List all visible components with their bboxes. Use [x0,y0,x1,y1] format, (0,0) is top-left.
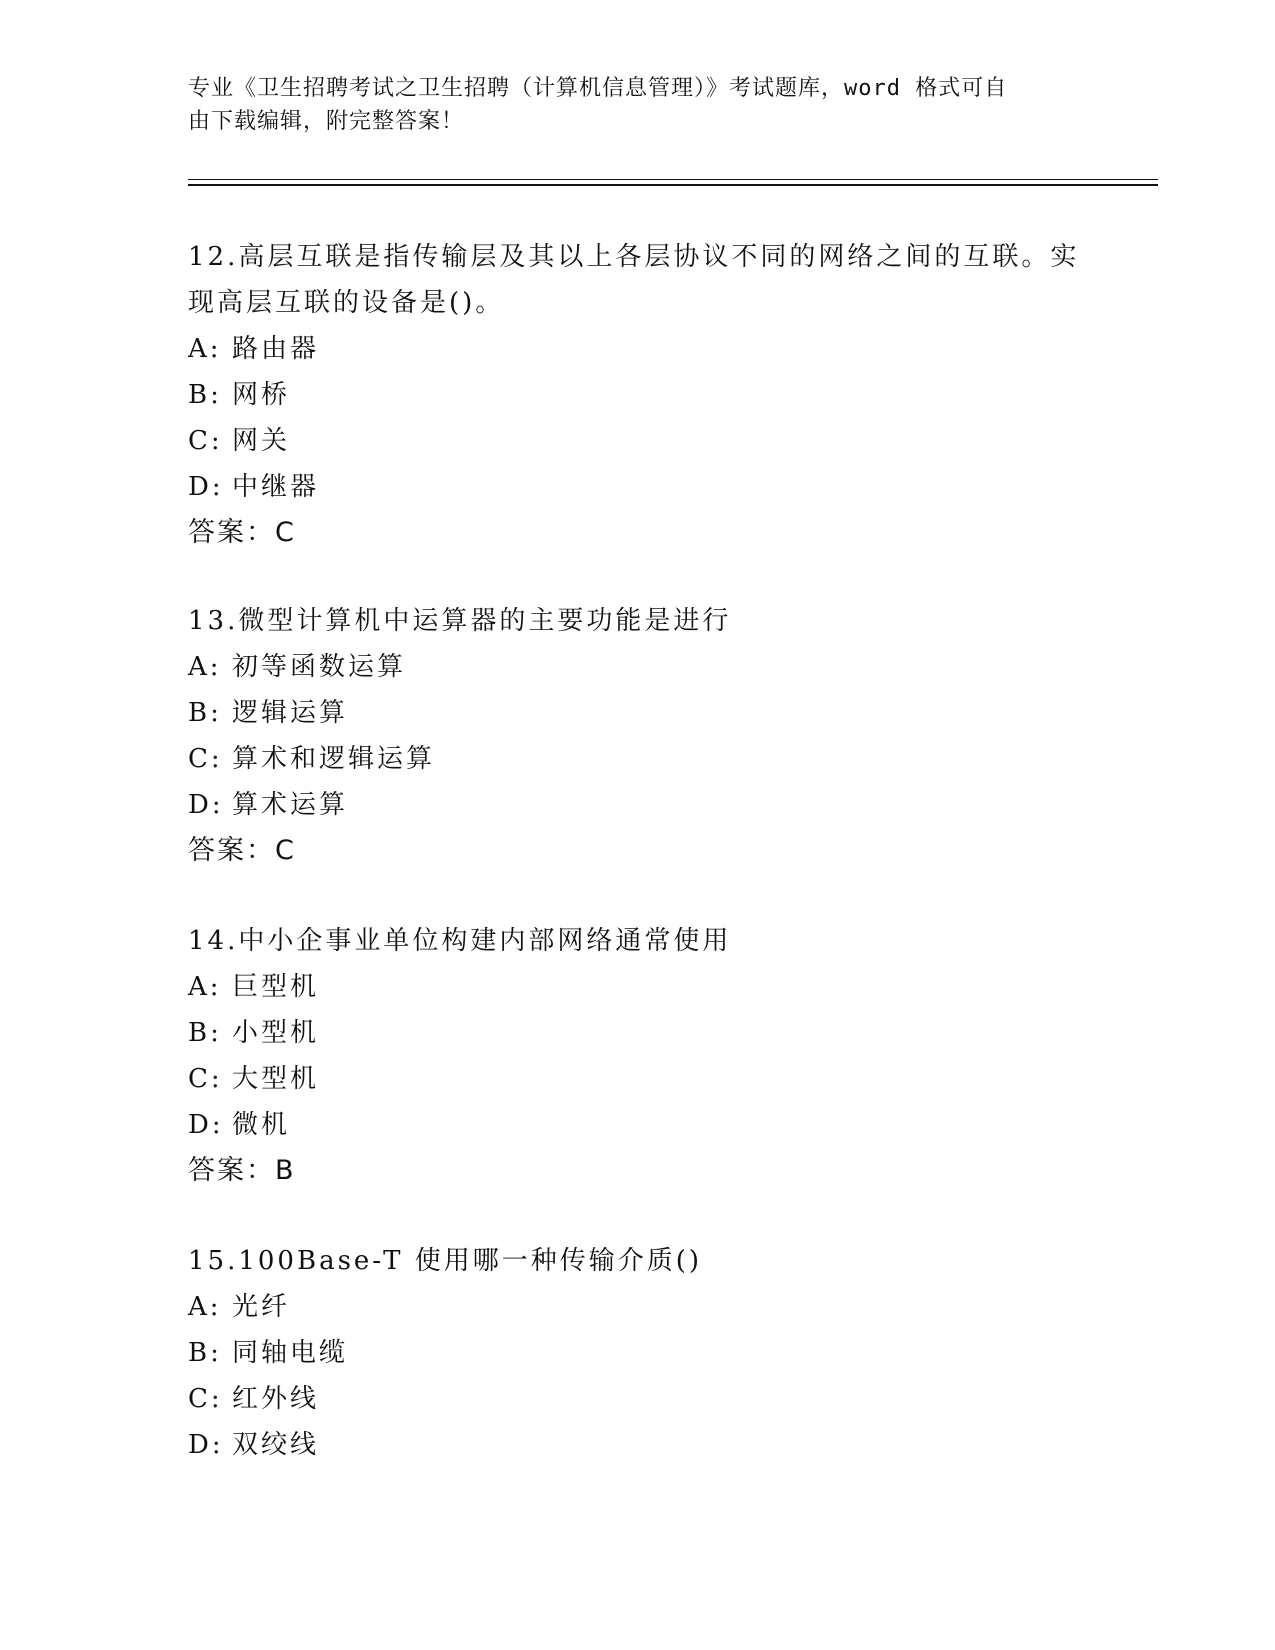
option-text: 同轴电缆 [232,1338,349,1368]
option-text: 光纤 [232,1292,291,1322]
question-text-line-1: 15.100Base-T 使用哪一种传输介质() [188,1246,703,1276]
option-a [188,644,1088,690]
option-b [188,1010,1088,1056]
option-d [188,1102,1088,1148]
option-key: B: [188,698,222,728]
question-text-line-1: 14.中小企事业单位构建内部网络通常使用 [188,926,732,956]
option-key: D: [188,790,224,820]
option-key: B: [188,380,222,410]
question-text-line-1: 13.微型计算机中运算器的主要功能是进行 [188,606,732,636]
option-a [188,1284,1088,1330]
question-13 [188,598,1088,874]
option-text: 巨型机 [232,972,320,1002]
option-key: D: [188,1430,224,1460]
question-14 [188,918,1088,1194]
option-key: B: [188,1338,222,1368]
option-text: 小型机 [232,1018,320,1048]
option-d [188,1422,1088,1468]
header-divider-thin [188,179,1158,180]
answer-line: 答案：B [188,1155,296,1186]
option-text: 微机 [232,1110,291,1140]
option-d [188,464,1088,510]
answer-line: 答案：C [188,835,296,866]
option-key: A: [188,652,222,682]
question-text-line-2: 现高层互联的设备是()。 [188,288,505,318]
option-text: 双绞线 [232,1430,320,1460]
option-b [188,372,1088,418]
question-text-line-1: 12.高层互联是指传输层及其以上各层协议不同的网络之间的互联。实 [188,242,1080,272]
option-text: 算术和逻辑运算 [232,744,436,774]
option-key: C: [188,1384,223,1414]
option-text: 中继器 [232,472,320,502]
option-c [188,736,1088,782]
option-key: B: [188,1018,222,1048]
question-15 [188,1238,1088,1468]
option-text: 逻辑运算 [232,698,349,728]
option-c [188,418,1088,464]
option-text: 大型机 [232,1064,320,1094]
option-text: 初等函数运算 [232,652,407,682]
option-text: 红外线 [232,1384,320,1414]
question-12 [188,234,1088,556]
option-key: D: [188,472,224,502]
option-key: C: [188,744,223,774]
option-b [188,690,1088,736]
option-key: A: [188,1292,222,1322]
option-c [188,1056,1088,1102]
option-text: 网桥 [232,380,291,410]
option-b [188,1330,1088,1376]
option-a [188,964,1088,1010]
option-text: 网关 [232,426,291,456]
header-line-2: 由下载编辑，附完整答案！ [188,109,465,134]
option-text: 路由器 [232,334,320,364]
document-header [188,72,1088,138]
option-key: A: [188,334,222,364]
option-key: C: [188,426,223,456]
option-key: D: [188,1110,224,1140]
answer-line: 答案：C [188,517,296,548]
header-line-1: 专业《卫生招聘考试之卫生招聘（计算机信息管理）》考试题库，word 格式可自 [188,76,1008,101]
option-key: A: [188,972,222,1002]
option-c [188,1376,1088,1422]
option-key: C: [188,1064,223,1094]
option-d [188,782,1088,828]
option-a [188,326,1088,372]
header-divider-thick [188,184,1158,186]
option-text: 算术运算 [232,790,349,820]
